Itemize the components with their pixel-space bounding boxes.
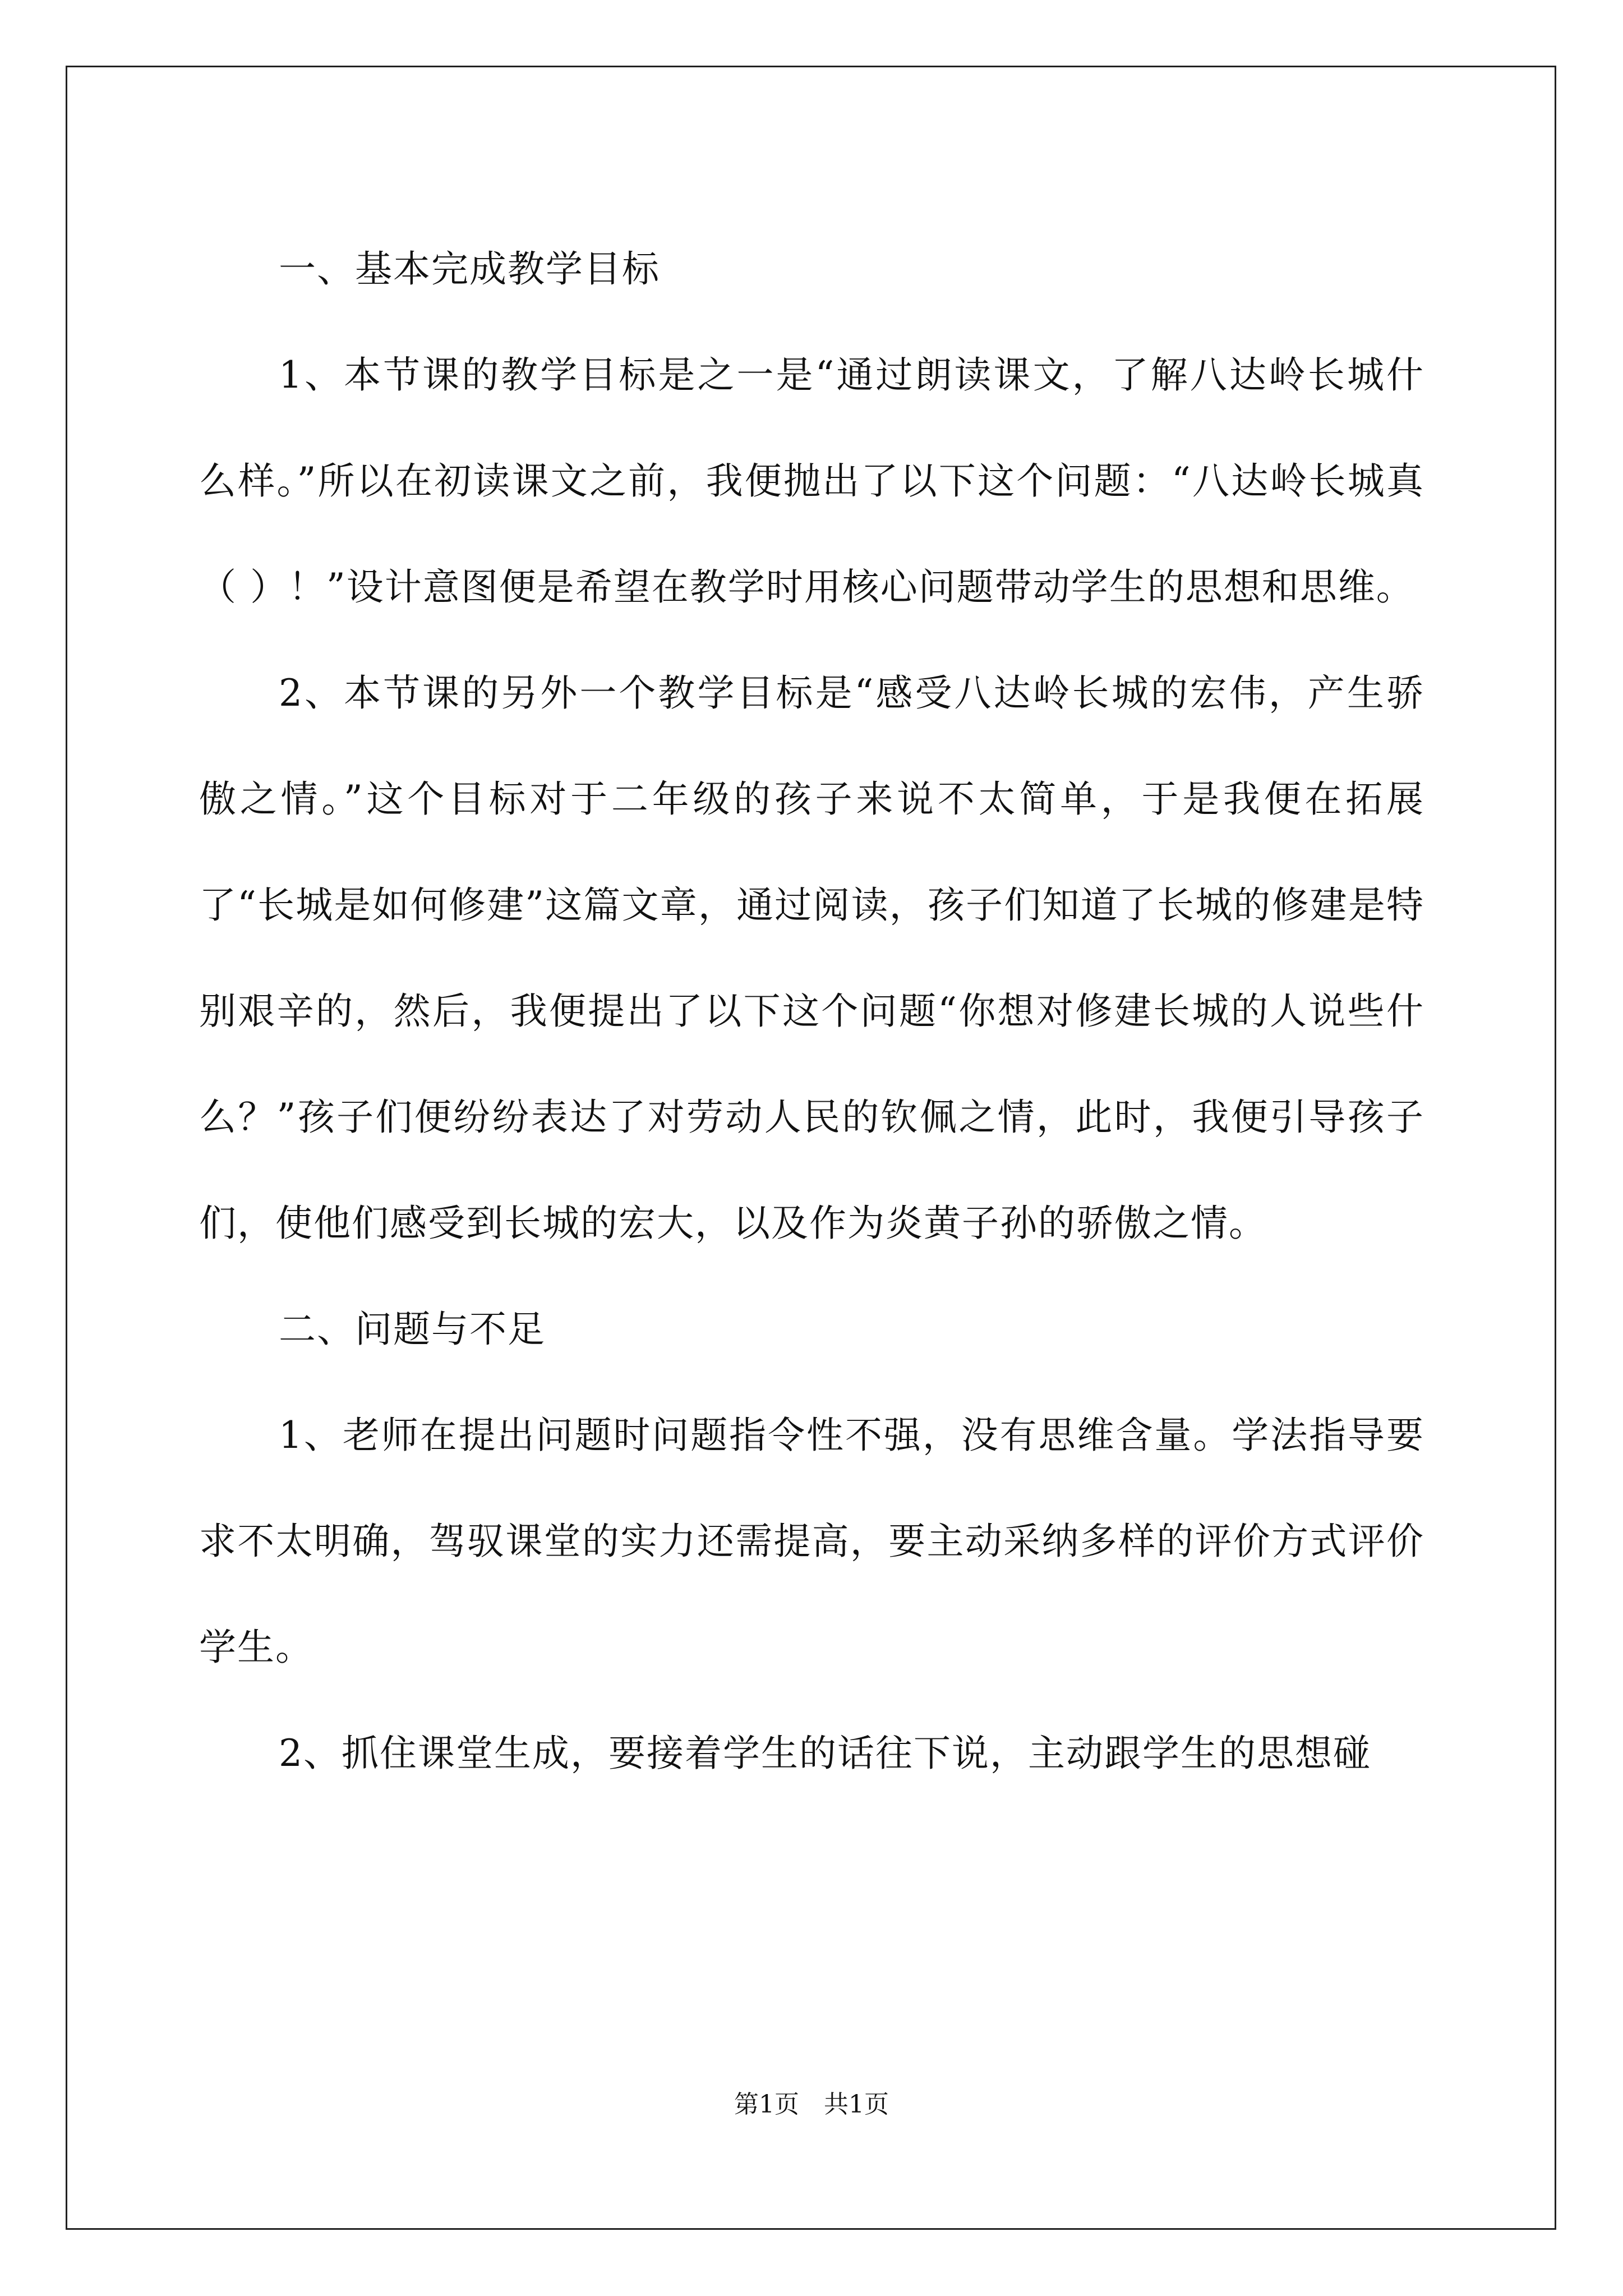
- paragraph-problem-2: 2、抓住课堂生成，要接着学生的话往下说，主动跟学生的思想碰: [279, 1732, 1371, 1775]
- section-heading-problems: 二、问题与不足: [279, 1308, 546, 1351]
- paragraph-goal-2: 2、本节课的另外一个教学目标是“感受八达岭长城的宏伟，产生骄傲之情。”这个目标对于二年级的孩子来说不太简单，于是我便在拓展了“长城是如何修建”这篇文章，通过阅读，孩子们知道了长城的修建是特别艰辛的，然后，我便提出了以下这个问题“你想对修建长城的人说些什么？”孩子们便纷纷表达了对劳动人民的钦佩之情，此时，我便引导孩子们，使他们感受到长城的宏大，以及作为炎黄子孙的骄傲之情。: [199, 671, 1424, 1245]
- paragraph-goal-1: 1、本节课的教学目标是之一是“通过朗读课文，了解八达岭长城什么样。”所以在初读课文之前，我便抛出了以下这个问题：“八达岭长城真（ ）！”设计意图便是希望在教学时用核心问题带动学生的思想和思维。: [199, 353, 1424, 609]
- document-body: [199, 216, 1424, 1806]
- section-heading-goals: 一、基本完成教学目标: [279, 247, 660, 291]
- paragraph-problem-1: 1、老师在提出问题时问题指令性不强，没有思维含量。学法指导要求不太明确，驾驭课堂的实力还需提高，要主动采纳多样的评价方式评价学生。: [199, 1414, 1424, 1669]
- page-footer: 第1页 共1页: [734, 2090, 889, 2119]
